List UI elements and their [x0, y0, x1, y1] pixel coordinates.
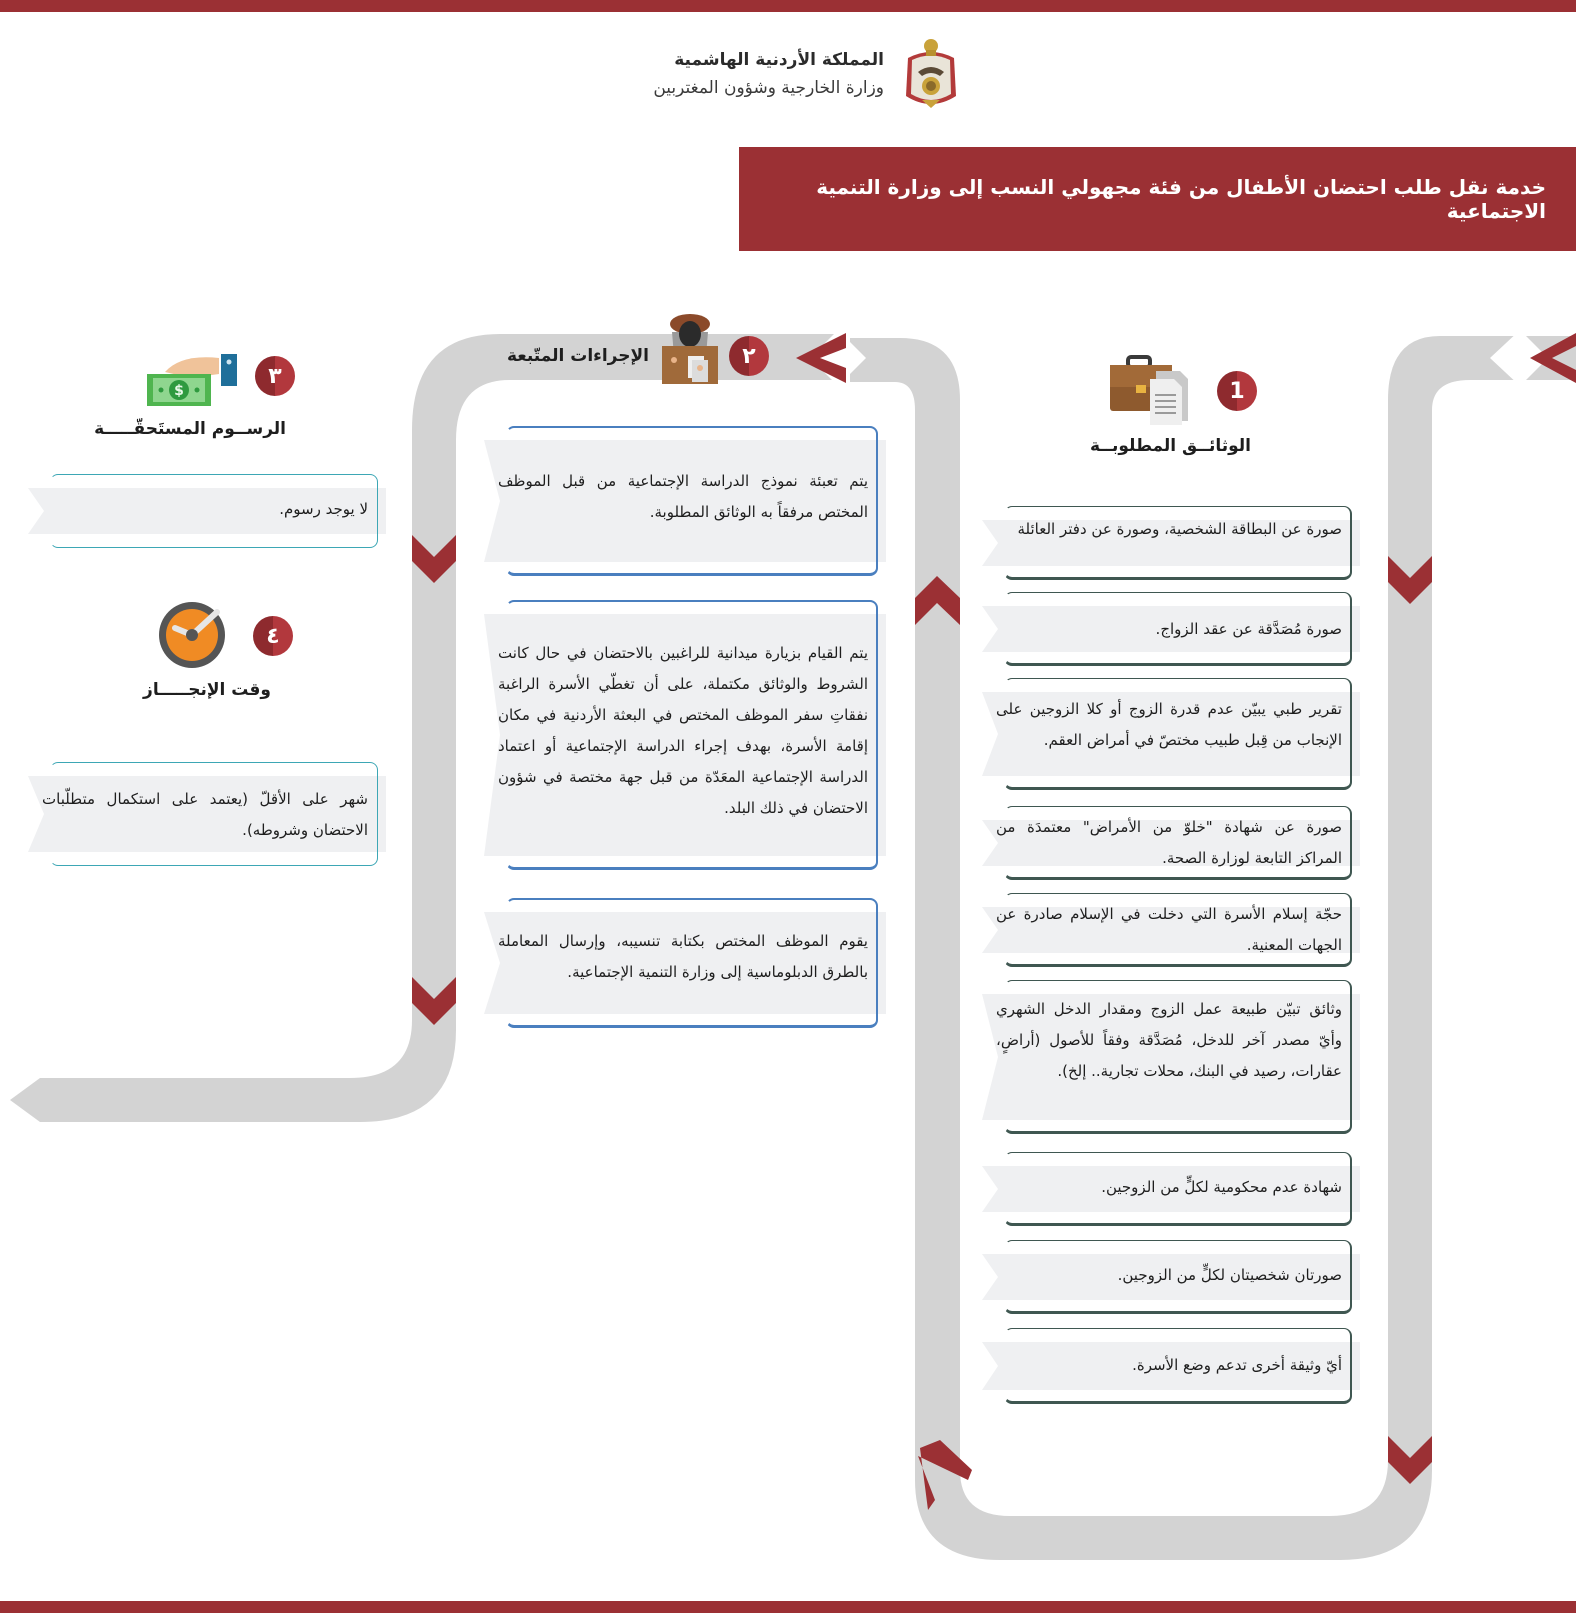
- service-title: خدمة نقل طلب احتضان الأطفال من فئة مجهولي النسب إلى وزارة التنمية الاجتماعية: [816, 175, 1546, 223]
- document-item-text: صورة عن البطاقة الشخصية، وصورة عن دفتر العائلة: [1017, 520, 1342, 538]
- svg-text:$: $: [174, 383, 184, 399]
- flow-track-left-bottom: [10, 990, 456, 1122]
- clock-icon: [157, 600, 227, 670]
- document-item-text: أيّ وثيقة أخرى تدعم وضع الأسرة.: [1132, 1356, 1342, 1374]
- document-item-text: حجّة إسلام الأسرة التي دخلت في الإسلام صادرة عن الجهات المعنية.: [996, 905, 1342, 954]
- step-2-number: ٢: [742, 343, 756, 369]
- duration-value: شهر على الأقلّ (يعتمد على استكمال متطلّبات الاحتضان وشروطه).: [42, 790, 368, 839]
- procedures-heading: الإجراءات المتّبعة: [506, 346, 649, 366]
- kingdom-name: المملكة الأردنية الهاشمية: [674, 50, 884, 70]
- document-item: [982, 1152, 1360, 1226]
- duration-value-card: [28, 762, 386, 866]
- document-item: [982, 893, 1360, 967]
- bottom-brand-bar: [0, 1601, 1576, 1613]
- document-item: [982, 506, 1360, 580]
- document-item-text: وثائق تبيّن طبيعة عمل الزوج ومقدار الدخل الشهري وأيّ مصدر آخر للدخل، مُصَدَّقة وفقاً للأصول (أراضٍ، عقارات، رصيد في البنك، محلات تجارية.. إلخ).: [996, 1000, 1342, 1080]
- employee-at-desk-icon: [660, 312, 720, 384]
- step-1-badge: [1217, 371, 1257, 411]
- document-item: [982, 678, 1360, 790]
- step-2-badge: [729, 336, 769, 376]
- document-item: [982, 806, 1360, 880]
- procedure-step-text: يتم تعبئة نموذج الدراسة الإجتماعية من قبل الموظف المختص مرفقاً به الوثائق المطلوبة.: [498, 472, 868, 521]
- duration-heading: وقت الإنجـــــاز: [143, 680, 271, 700]
- document-item: [982, 1328, 1360, 1404]
- document-item: [982, 592, 1360, 666]
- fees-heading: الرســوم المستَحقّـــــة: [94, 419, 286, 439]
- flow-track-right-top: [1388, 336, 1576, 1440]
- flow-track-bottom: [915, 1420, 1432, 1560]
- document-item: [982, 1240, 1360, 1314]
- document-item-text: صورة مُصَدَّقة عن عقد الزواج.: [1155, 620, 1342, 638]
- procedure-step: [484, 426, 886, 576]
- document-item-text: صورتان شخصيتان لكلٍّ من الزوجين.: [1117, 1266, 1342, 1284]
- procedure-step-text: يقوم الموظف المختص بكتابة تنسيبه، وإرسال المعاملة بالطرق الدبلوماسية إلى وزارة التنمية الإجتماعية.: [498, 932, 868, 981]
- document-item-text: صورة عن شهادة "خلوّ من الأمراض" معتمدَة من المراكز التابعة لوزارة الصحة.: [996, 818, 1342, 867]
- step-3-number: ٣: [268, 363, 282, 389]
- fees-value-card: [28, 474, 386, 548]
- briefcase-documents-icon: [1108, 355, 1196, 425]
- step-1-number: 1: [1229, 378, 1245, 404]
- document-item-text: تقرير طبي يبيّن عدم قدرة الزوج أو كلا الزوجين على الإنجاب من قِبل طبيب مختصّ في أمراض العقم.: [996, 700, 1342, 749]
- documents-heading: الوثائــق المطلوبــة: [1090, 436, 1251, 456]
- procedure-step-text: يتم القيام بزيارة ميدانية للراغبين بالاحتضان في حال كانت الشروط والوثائق مكتملة، على أن تغطّي الأسرة الراغبة نفقاتِ سفر الموظف المختص في البعثة الأردنية في مكان إقامة الأسرة، بهدف إجراء الدراسة الإجتماعية أو اعتماد الدراسة الإجتماعية المعَدّة من قبل جهة مختصة في شؤون الاحتضان في ذلك البلد.: [498, 644, 868, 817]
- procedure-step: [484, 600, 886, 870]
- document-item: [982, 980, 1360, 1134]
- step-3-badge: [255, 356, 295, 396]
- hand-money-icon: [145, 350, 241, 408]
- fees-value: لا يوجد رسوم.: [279, 500, 368, 518]
- ministry-name: وزارة الخارجية وشؤون المغتربين: [653, 78, 884, 98]
- document-item-text: شهادة عدم محكومية لكلٍّ من الزوجين.: [1101, 1178, 1342, 1196]
- step-4-badge: [253, 616, 293, 656]
- step-4-number: ٤: [266, 623, 280, 649]
- procedure-step: [484, 898, 886, 1028]
